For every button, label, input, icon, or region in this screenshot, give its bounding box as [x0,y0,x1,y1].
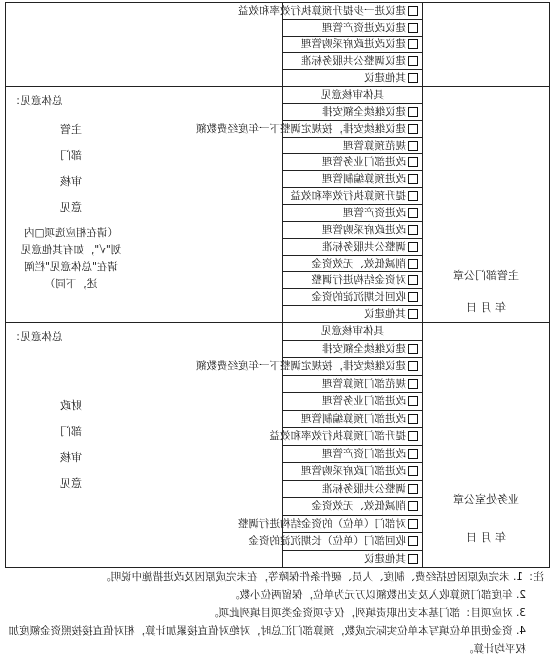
label-line: 意见 [60,477,82,490]
checkbox[interactable] [408,225,418,235]
finance-items-cell [196,322,423,568]
option-label: 调整公共服务标准 [322,240,406,253]
list-item [283,376,422,394]
checkbox[interactable] [408,141,418,151]
list-item [283,171,422,188]
checkbox[interactable] [408,242,418,252]
dept-items-cell [196,86,423,323]
option-label: 改进部门业务管理 [322,156,406,169]
option-label: 削减低效、无效资金 [311,257,406,270]
list-item [238,516,422,534]
checkbox[interactable] [408,379,418,389]
list-item [283,53,422,70]
option-label: 改进政府采购管理 [322,223,406,236]
option-label: 建议继续安排，按规定调整下一年度经费数额 [196,122,406,135]
footnotes [4,568,544,658]
checkbox[interactable] [408,396,418,406]
list-item [283,411,422,429]
checkbox[interactable] [408,536,418,546]
label-line: 审核 [60,451,82,464]
checkbox[interactable] [408,208,418,218]
checkbox[interactable] [408,174,418,184]
option-label: 对部门（单位）的资金结构进行调整 [238,517,406,530]
option-label: 改进资产管理 [343,206,406,219]
option-label: 建议改进资产管理 [322,21,406,34]
list-item [196,121,422,138]
checkbox[interactable] [408,23,418,33]
dept-label [6,87,282,322]
option-label: 提升预算执行效率和效益 [290,190,406,203]
checkbox[interactable] [408,292,418,302]
checkbox[interactable] [408,554,418,564]
list-item [283,205,422,222]
checkbox[interactable] [408,519,418,529]
list-item [283,481,422,499]
list-item [283,138,422,155]
finance-seal-label: 业务处室公章 [453,493,519,506]
option-label: 规范部门预算管理 [322,377,406,390]
finance-label [6,323,282,567]
label-line: 财政 [60,399,82,412]
dept-label-cell [5,86,283,323]
finance-verdict-label: 总体意见： [10,331,63,343]
option-label: 改进部门预算编制管理 [301,412,406,425]
list-item [283,272,422,289]
checkbox[interactable] [408,466,418,476]
option-label: 改进预算编制管理 [322,173,406,186]
label-line: 部门 [60,148,82,162]
footnote: 4. 资金使用单位填写本单位实际完成数，预算部门汇总时，对绝对值直接累加计算，相对值直接按照资金额度加权平均计算。 [8,625,526,655]
dept-date: 年 月 日 [466,301,506,314]
option-label: 其他建议 [364,552,406,565]
footnote: 注：1. 未完成原因包括经费、制度、人员、硬件条件保障等，在未完成原因及改进措施中说明。 [100,571,544,583]
option-label: 对资金结构进行调整 [311,274,406,287]
dept-sign-cell [422,86,550,323]
finance-sign-cell [422,322,550,568]
list-item [283,289,422,306]
checkbox[interactable] [408,484,418,494]
option-label: 建议调整公共服务标准 [301,55,406,68]
checkbox[interactable] [408,157,418,167]
checkbox[interactable] [408,449,418,459]
finance-label-cell [5,322,283,568]
list-item [283,463,422,481]
option-label: 改进部门业务管理 [322,395,406,408]
list-item [283,222,422,239]
list-item [283,551,422,568]
checkbox[interactable] [408,309,418,319]
top-sign-cell [422,2,550,87]
list-item [283,341,422,359]
checkbox[interactable] [408,361,418,371]
list-item [283,256,422,273]
checkbox[interactable] [408,275,418,285]
list-item [283,20,422,37]
checkbox[interactable] [408,431,418,441]
dept-header: 具体审核意见 [283,87,422,104]
checkbox[interactable] [408,56,418,66]
list-item [283,37,422,54]
option-label: 建议继续安排，按规定调整下一年度经费数额 [196,360,406,373]
list-item [283,154,422,171]
list-item [283,70,422,86]
label-line: 审核 [60,174,82,188]
list-item [283,188,422,205]
footnote: 2. 年度部门预算收入及支出数额以万元为单位，保留两位小数。 [229,589,526,601]
checkbox[interactable] [408,191,418,201]
list-item [283,239,422,256]
checkbox[interactable] [408,39,418,49]
checkbox[interactable] [408,414,418,424]
list-item [248,533,422,551]
option-label: 建议改进政府采购管理 [301,38,406,51]
list-item [269,428,422,446]
footnote: 3. 对应项目：部门基本支出职责填列，仅专项资金类项目填列此项。 [208,607,526,619]
finance-header: 具体审核意见 [283,323,422,341]
top-label-cell [5,2,283,87]
checkbox[interactable] [408,124,418,134]
finance-date: 年 月 日 [466,531,506,544]
checkbox[interactable] [408,259,418,269]
option-label: 建议进一步提升预算执行效率和效益 [238,4,406,17]
option-label: 调整公共服务标准 [322,482,406,495]
label-line: 主管 [60,122,82,136]
dept-verdict-label: 总体意见： [10,95,63,107]
checkbox[interactable] [408,501,418,511]
label-note: （请在相应选项□内划"√"，如有其他意见请在"总体意见"栏阐述，下同） [20,226,122,290]
option-label: 收回长期沉淀的资金 [311,291,406,304]
top-items-cell [238,2,423,87]
option-label: 其他建议 [364,308,406,321]
list-item [283,104,422,121]
option-label: 提升部门预算执行效率和效益 [269,430,406,443]
checkbox[interactable] [408,107,418,117]
option-label: 收回部门（单位）长期沉淀的资金 [248,535,406,548]
option-label: 建议继续全额安排 [322,342,406,355]
option-label: 改进部门资产管理 [322,447,406,460]
list-item [238,3,422,20]
option-label: 规范预算管理 [343,139,406,152]
checkbox[interactable] [408,73,418,83]
option-label: 削减低效、无效资金 [311,500,406,513]
list-item [196,358,422,376]
list-item [283,498,422,516]
dept-seal-label: 主管部门公章 [453,269,519,282]
list-item [283,306,422,322]
option-label: 其他建议 [364,72,406,85]
option-label: 建议继续全额安排 [322,105,406,118]
review-table [5,3,549,568]
label-line: 部门 [60,425,82,438]
checkbox[interactable] [408,6,418,16]
label-line: 意见 [60,200,82,214]
list-item [283,446,422,464]
list-item [283,393,422,411]
option-label: 改进部门政府采购管理 [301,465,406,478]
checkbox[interactable] [408,344,418,354]
